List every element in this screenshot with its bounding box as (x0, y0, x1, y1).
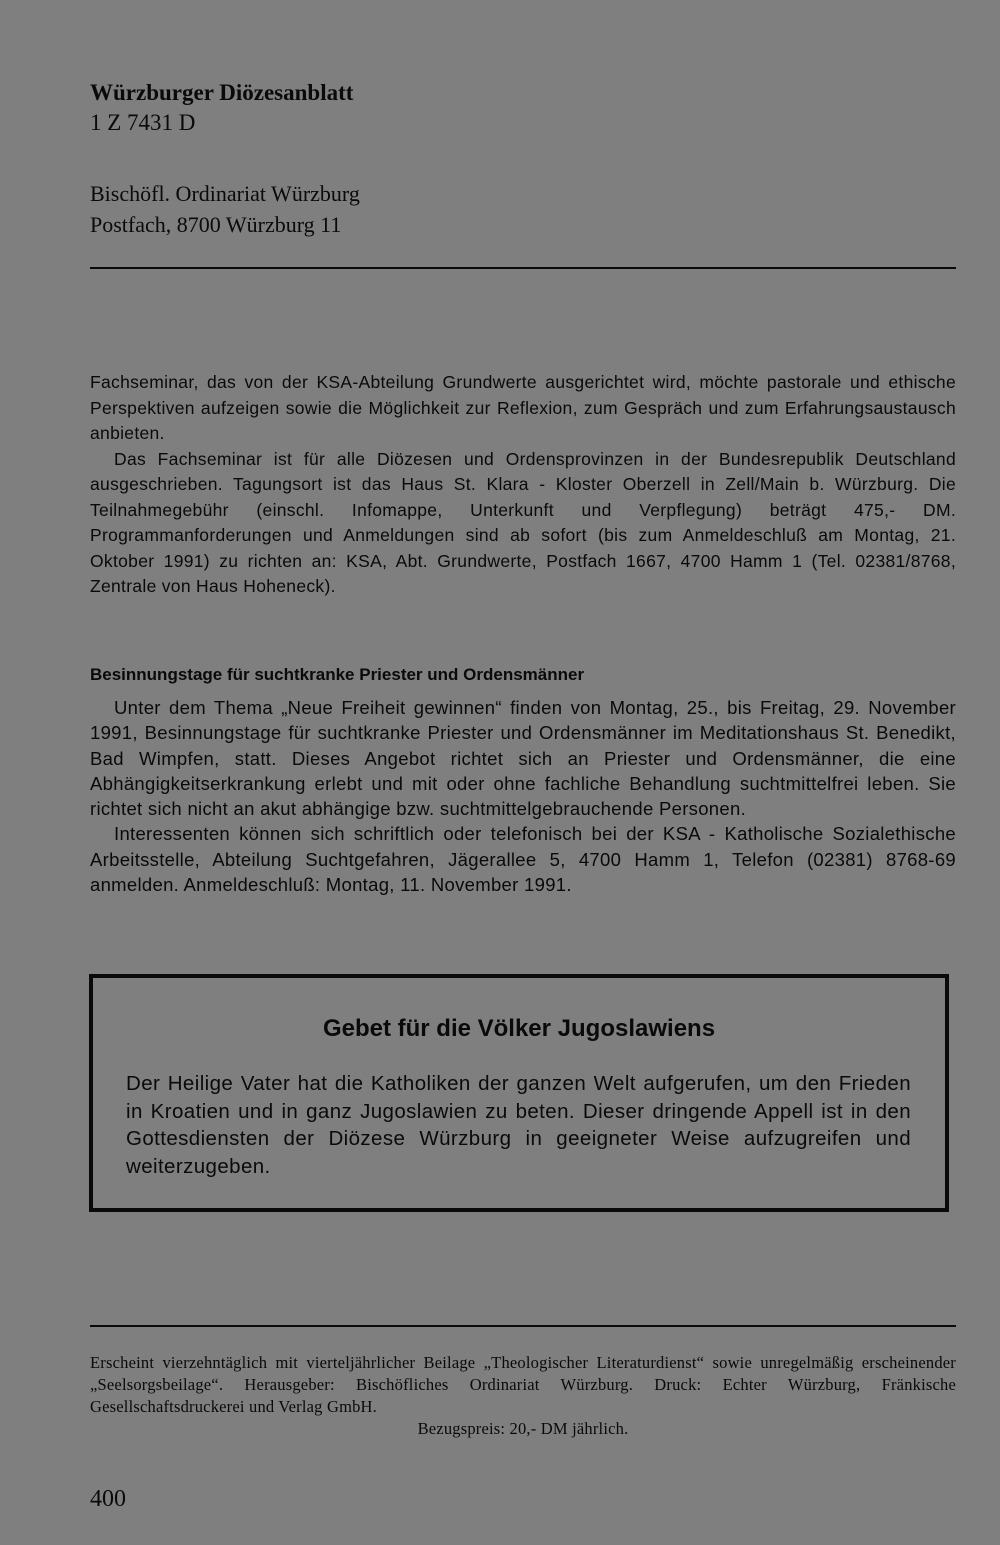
top-divider (90, 267, 956, 269)
seminar-section (90, 370, 956, 600)
publication-title: Würzburger Diözesanblatt (90, 80, 354, 105)
masthead (90, 78, 690, 138)
imprint-text: Erscheint vierzehntäglich mit vierteljährlicher Beilage „Theologischer Literaturdienst“ sowie unregelmäßig erscheinender „Seelsorgsbeilage“. Herausgeber: Bischöfliches Ordinariat Würzburg. Druck: Echter Würzburg, Fränkische Gesellschaftsdruckerei und Verlag GmbH. (90, 1353, 956, 1416)
sender-postbox: Postfach, 8700 Würzburg 11 (90, 212, 342, 237)
sender-address (90, 178, 690, 240)
retreat-section (90, 695, 956, 897)
publication-code: 1 Z 7431 D (90, 110, 196, 135)
imprint-price: Bezugspreis: 20,- DM jährlich. (417, 1419, 629, 1438)
prayer-notice-title: Gebet für die Völker Jugoslawiens (322, 1015, 716, 1042)
bottom-divider (90, 1325, 956, 1327)
sender-name: Bischöfl. Ordinariat Würzburg (90, 181, 360, 206)
retreat-heading: Besinnungstage für suchtkranke Priester und Ordensmänner (90, 665, 585, 684)
seminar-paragraph-1: Fachseminar, das von der KSA-Abteilung Grundwerte ausgerichtet wird, möchte pastorale und ethische Perspektiven aufzeigen sowie die Möglichkeit zur Reflexion, zum Gespräch und zum Erfahrungsaustausch anbieten. (90, 372, 956, 443)
page-number: 400 (90, 1486, 126, 1512)
retreat-paragraph-1: Unter dem Thema „Neue Freiheit gewinnen“ finden von Montag, 25., bis Freitag, 29. November 1991, Besinnungstage für suchtkranke Priester und Ordensmänner im Meditationshaus St. Benedikt, Bad Wimpfen, statt. Dieses Angebot richtet sich an Priester und Ordensmänner, die eine Abhängigkeitserkrankung erlebt und mit oder ohne fachliche Behandlung suchtmittelfrei leben. Sie richtet sich nicht an akut abhängige bzw. suchtmittelgebrauchende Personen. (90, 697, 956, 820)
imprint (90, 1352, 956, 1440)
prayer-notice-box (89, 974, 949, 1212)
prayer-notice-text: Der Heilige Vater hat die Katholiken der ganzen Welt aufgerufen, um den Frieden in Kroatien und in ganz Jugoslawien zu beten. Dieser dringende Appell ist in den Gottesdiensten der Diözese Würzburg in geeigneter Weise aufzugreifen und weiterzugeben. (126, 1072, 911, 1178)
retreat-paragraph-2: Interessenten können sich schriftlich oder telefonisch bei der KSA - Katholische Sozialethische Arbeitsstelle, Abteilung Suchtgefahren, Jägerallee 5, 4700 Hamm 1, Telefon (02381) 8768-69 anmelden. Anmeldeschluß: Montag, 11. November 1991. (90, 823, 956, 896)
seminar-paragraph-2: Das Fachseminar ist für alle Diözesen und Ordensprovinzen in der Bundesrepublik Deutschland ausgeschrieben. Tagungsort ist das Haus St. Klara - Kloster Oberzell in Zell/Main b. Würzburg. Die Teilnahmegebühr (einschl. Infomappe, Unterkunft und Verpflegung) beträgt 475,- DM. Programmanforderungen und Anmeldungen sind ab sofort (bis zum Anmeldeschluß am Montag, 21. Oktober 1991) zu richten an: KSA, Abt. Grundwerte, Postfach 1667, 4700 Hamm 1 (Tel. 02381/8768, Zentrale von Haus Hoheneck). (90, 448, 956, 596)
